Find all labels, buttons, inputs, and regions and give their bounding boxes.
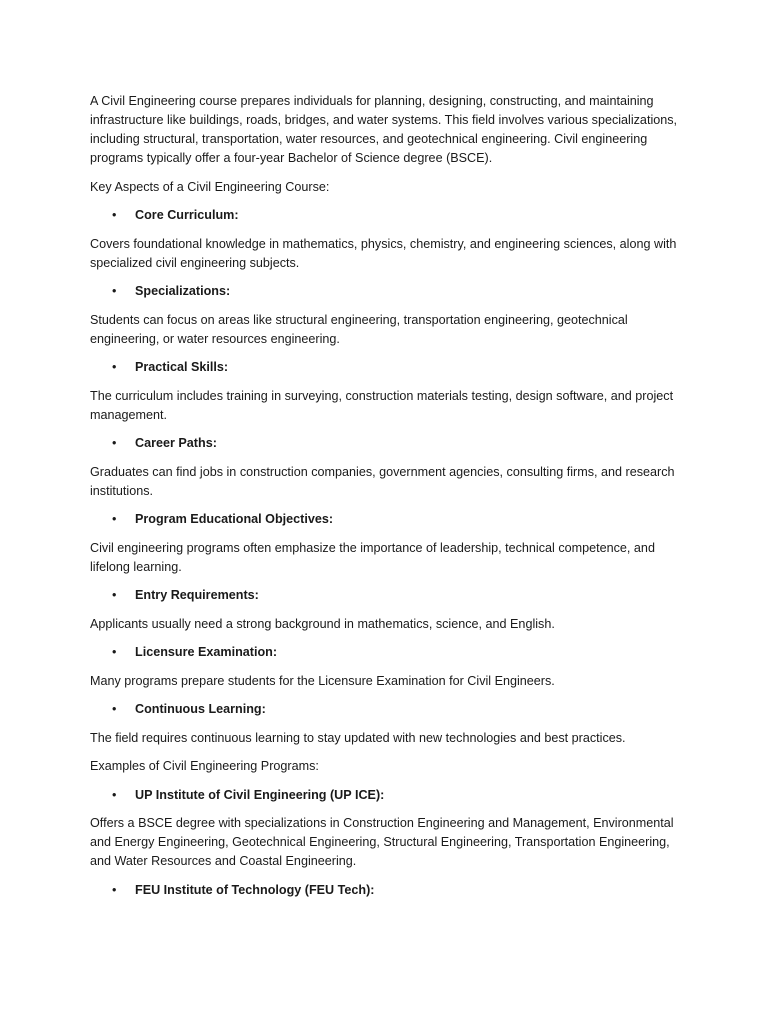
aspect-body: Covers foundational knowledge in mathematics, physics, chemistry, and engineering sciences, along with specialized civil engineering subjects. [90,236,677,270]
aspect-title: Licensure Examination: [135,645,278,659]
aspect-bullet-continuous-learning [90,700,682,719]
aspect-title: Career Paths: [135,436,217,450]
example-body: Offers a BSCE degree with specializations in Construction Engineering and Management, Environmental and Energy Engineering, Geotechnical Engineering, Structural Engineering, Transportation Engineering, and Water Resources and Coastal Engineering. [90,816,674,868]
bullet-dot-icon: • [112,208,117,222]
aspect-title: Practical Skills: [135,360,229,374]
bullet-dot-icon: • [112,284,117,298]
aspect-bullet-career-paths [90,434,682,453]
key-aspects-heading: Key Aspects of a Civil Engineering Course: [90,179,330,194]
aspect-title: Continuous Learning: [135,702,266,716]
aspect-bullet-program-objectives [90,510,682,529]
aspect-bullet-entry-requirements [90,586,682,605]
intro-paragraph: A Civil Engineering course prepares individuals for planning, designing, constructing, and maintaining infrastructure like buildings, roads, bridges, and water systems. This field involves various specializations, including structural, transportation, water resources, and geotechnical engineering. Civil engineering programs typically offer a four-year Bachelor of Science degree (BSCE). [90,94,678,165]
example-title: UP Institute of Civil Engineering (UP ICE): [135,787,385,802]
example-bullet-up-ice [90,786,682,805]
bullet-dot-icon: • [112,702,117,716]
aspect-bullet-core-curriculum [90,206,682,225]
aspect-bullet-practical-skills [90,358,682,377]
aspect-body: The field requires continuous learning to stay updated with new technologies and best practices. [90,730,626,745]
aspect-bullet-licensure-examination [90,643,682,662]
bullet-dot-icon: • [112,436,117,450]
examples-heading: Examples of Civil Engineering Programs: [90,759,319,773]
aspect-body: The curriculum includes training in surveying, construction materials testing, design software, and project management. [90,388,674,422]
bullet-dot-icon: • [112,360,117,374]
example-title: FEU Institute of Technology (FEU Tech): [135,882,375,897]
bullet-dot-icon: • [112,512,117,526]
bullet-dot-icon: • [112,882,117,897]
aspect-title: Program Educational Objectives: [135,512,334,526]
aspect-body: Graduates can find jobs in construction companies, government agencies, consulting firms, and research institutions. [90,464,675,498]
aspect-bullet-specializations [90,282,682,301]
bullet-dot-icon: • [112,787,117,802]
example-bullet-feu-tech [90,881,682,900]
aspect-body: Students can focus on areas like structural engineering, transportation engineering, geotechnical engineering, or water resources engineering. [90,312,628,346]
document-page [90,92,682,909]
bullet-dot-icon: • [112,645,117,659]
aspect-title: Entry Requirements: [135,588,259,602]
bullet-dot-icon: • [112,588,117,602]
aspect-title: Core Curriculum: [135,208,239,222]
aspect-body: Many programs prepare students for the Licensure Examination for Civil Engineers. [90,673,555,688]
aspect-body: Applicants usually need a strong background in mathematics, science, and English. [90,616,555,631]
aspect-body: Civil engineering programs often emphasize the importance of leadership, technical competence, and lifelong learning. [90,540,655,574]
aspect-title: Specializations: [135,284,231,298]
